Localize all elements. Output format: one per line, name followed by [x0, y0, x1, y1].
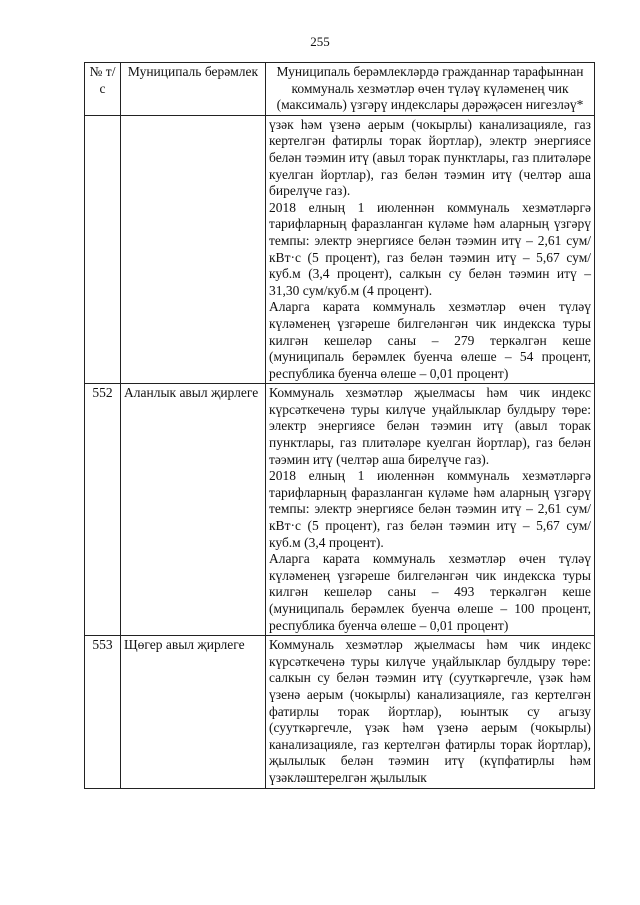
header-municipality: Муниципаль берәмлек — [121, 63, 266, 116]
paragraph: 2018 елның 1 июленнән коммуналь хезмәтләргә тарифларның фаразланган күләме һәм аларның үзгәрү темпы: электр энергиясе белән тәэмин итү – 2,61 сум/кВт·с (5 процент), газ белән тәэмин итү – 5,67 сум/куб.м (3,4 процент), салкын су белән тәэмин итү – 31,30 сум/куб.м (4 процент). — [269, 199, 591, 298]
row-content — [266, 636, 595, 788]
paragraph: Коммуналь хезмәтләр җыелмасы һәм чик индекс күрсәткеченә туры килүче уңайлыклар булдыру төре: электр энергиясе белән тәэмин итү (авыл торак пунктлары, газ плитәләре куелган йортлар), газ белән тәэмин итү (челтәр аша бирелүче газ). — [269, 385, 591, 467]
row-municipality: Щөгер авыл җирлеге — [121, 636, 266, 788]
header-basis: Муниципаль берәмлекләрдә гражданнар тарафыннан коммуналь хезмәтләр өчен түләү күләменең чик (максималь) үзгәрү индекслары дәрәҗәсен нигезләү* — [266, 63, 595, 116]
paragraph: үзәк һәм үзенә аерым (чокырлы) канализацияле, газ кертелгән фатирлы торак йортлар), электр энергиясе белән тәэмин итү (авыл торак пунктлары, газ плитәләре куелган йортлар), газ белән тәэмин итү (челтәр аша бирелүче газ). — [269, 116, 591, 199]
paragraph: Аларга карата коммуналь хезмәтләр өчен түләү күләменең үзгәреше билгеләнгән чик индекска туры килгән кешеләр саны – 279 теркәлгән кеше (муниципаль берәмлек буенча өлеше – 54 процент, республика буенча өлеше – 0,01 процент) — [269, 299, 591, 381]
paragraph: Аларга карата коммуналь хезмәтләр өчен түләү күләменең үзгәреше билгеләнгән чик индекска туры килгән кешеләр саны – 493 теркәлгән кеше (муниципаль берәмлек буенча өлеше – 100 процент, республика буенча өлеше – 0,01 процент) — [269, 551, 591, 633]
row-num — [85, 115, 121, 384]
row-municipality — [121, 115, 266, 384]
header-num: № т/с — [85, 63, 121, 116]
tariff-table — [84, 62, 595, 789]
table-row — [85, 115, 595, 384]
table-row — [85, 636, 595, 788]
row-content — [266, 384, 595, 636]
row-municipality: Аланлык авыл җирлеге — [121, 384, 266, 636]
row-num: 553 — [85, 636, 121, 788]
table-header-row — [85, 63, 595, 116]
paragraph: Коммуналь хезмәтләр җыелмасы һәм чик индекс күрсәткеченә туры килүче уңайлыклар булдыру төре: салкын су белән тәэмин итү (сууткәргечле, үзәк һәм үзенә аерым (чокырлы) канализацияле, газ кертелгән фатирлы торак йортлар), юынтык су агызу (сууткәргечле, үзәк һәм үзенә аерым (чокырлы) канализацияле, газ кертелгән фатирлы торак йортлар), җылылык белән тәэмин итү (күпфатирлы һәм үзәкләштерелгән җылылык — [269, 637, 591, 785]
table-row — [85, 384, 595, 636]
row-content — [266, 115, 595, 384]
row-num: 552 — [85, 384, 121, 636]
paragraph: 2018 елның 1 июленнән коммуналь хезмәтләргә тарифларның фаразланган күләме һәм аларның үзгәрү темпы: электр энергиясе белән тәэмин итү – 2,61 сум/кВт·с (5 процент), газ белән тәэмин итү – 5,67 сум/куб.м (3,4 процент). — [269, 468, 591, 550]
page-number: 255 — [310, 34, 330, 49]
